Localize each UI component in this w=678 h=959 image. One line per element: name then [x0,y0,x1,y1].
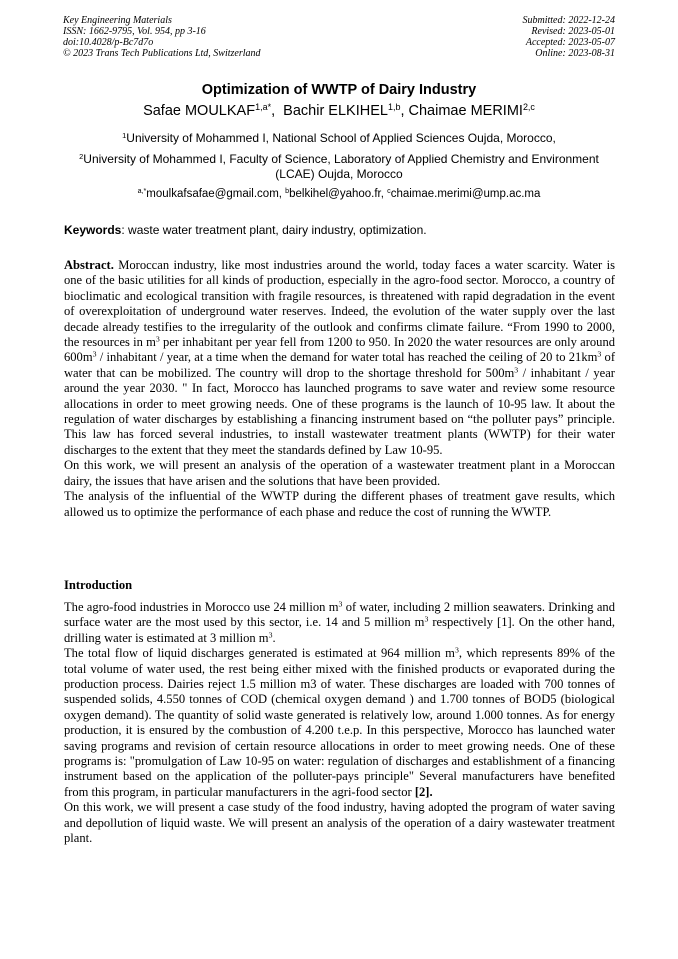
keywords-label: Keywords [64,223,122,237]
keywords-text: : waste water treatment plant, dairy industry, optimization. [121,223,427,237]
abstract-paragraph: The analysis of the influential of the WWTP during the different phases of treatment gave results, which allowed us to optimize the performance of each phase and reduce the cost of running the WWTP. [64,489,615,519]
intro-text: respectively [1]. On the other hand, drilling water is estimated at 3 million m [64,615,616,645]
intro-text: The total flow of liquid discharges generated is estimated at 964 million m [64,646,455,661]
affiliation-sup: 1 [122,130,127,140]
abstract-paragraph: On this work, we will present an analysis of the operation of a wastewater treatment plant in a Moroccan dairy, the issues that have arisen and the solutions that have been provided. [64,458,615,488]
date-online: Online: 2023-08-31 [535,48,615,59]
section-heading-introduction: Introduction [64,578,133,592]
email-sup: c [387,187,391,196]
abstract-text: of water that can be mobilized. The country will drop to the shortage threshold for 500m [64,350,616,380]
abstract-paragraph [64,258,615,458]
keywords [64,223,619,237]
superscript: 3 [514,365,519,375]
author-name: Chaimae MERIMI [408,103,523,119]
intro-paragraph [64,600,615,646]
journal-header [63,15,261,59]
date-revised: Revised: 2023-05-01 [531,26,615,37]
abstract-label: Abstract. [64,258,114,272]
email-sup: b [285,187,290,196]
author-list [0,103,678,119]
dates-header [523,15,616,59]
affiliation-2 [60,152,618,182]
affiliation-text: University of Mohammed I, Faculty of Science, Laboratory of Applied Chemistry and Environment (LCAE) Oujda, Morocco [83,152,599,181]
intro-text: , which represents 89% of the total volume of water used, the rest being either mixed with the finished products or evaporated during the production process. Dairies reject 1.5 million m3 of water. These discharges are loaded with 700 tonnes of suspended solids, 4.550 tonnes of COD (chemical oxygen demand ) and 1.700 tonnes of BOD5 (biological oxygen demand). The quantity of solid waste generated is relatively low, around 1.000 tonnes. As for energy production, it is ensured by the combustion of 4.200 t.e.p. In this perspective, Morocco has launched water saving programs and revision of certain resource allocations in order to meet growing needs. One of these programs is: "promulgation of Law 10-95 on water: regulation of discharges and establishment of a financing instrument based on the application of the polluter-pays principle" Several manufacturers have benefited from this program, in particular manufacturers in the agri-food sector [64,646,616,799]
abstract-text: / inhabitant / year, at a time when the demand for water total has reached the ceiling of 20 to 21km [96,350,598,365]
author-sup: 1,b [387,102,401,113]
intro-text: of water, including 2 million seawaters. Drinking and surface water are the most used by this sector, i.e. 14 and 5 million m [64,600,615,630]
date-accepted: Accepted: 2023-05-07 [525,37,615,48]
intro-paragraph [64,646,615,800]
affiliation-sup: 2 [79,151,84,161]
date-submitted: Submitted: 2022-12-24 [522,15,615,26]
paper-title: Optimization of WWTP of Dairy Industry [201,82,477,98]
journal-doi: doi:10.4028/p-Bc7d7o [63,37,154,48]
intro-paragraph: On this work, we will present a case study of the food industry, having adopted the program of water saving and depollution of liquid waste. We will present an analysis of the operation of a dairy wastewater treatment plant. [64,800,615,846]
affiliation-1 [0,131,678,145]
abstract-text: Moroccan industry, like most industries around the world, today faces a water scarcity. Water is one of the basic utilities for all kinds of production, especially in the agro-food sector. Morocco, a country of bioclimatic and ecological transition with fragile resources, is threatened with rapid degradation in the event of overexploitation of underground water reserves. Indeed, the evolution of the water supply over the last decade already testifies to the irregularity of the outlook and confirms climate failure. “From 1990 to 2000, the resources in m [64,258,615,350]
superscript: 3 [268,630,273,640]
journal-copyright: © 2023 Trans Tech Publications Ltd, Switzerland [63,48,261,59]
superscript: 3 [424,615,429,625]
citation-link[interactable]: [2]. [414,784,433,799]
intro-text: . [272,630,276,645]
journal-name: Key Engineering Materials [63,15,172,26]
author-sup: 1,a* [255,102,272,113]
superscript: 3 [155,334,160,344]
abstract-text: / inhabitant / year around the year 2030. " In fact, Morocco has launched programs to save water and review some resource allocations in order to meet growing needs. One of these programs is the launch of 10-95 law. It about the regulation of water discharges by establishing a financing instrument based on “the polluter pays” principle. This law has forced several industries, to install wastewater treatment plants (WWTP) for their water discharges to the extent that they meet the standards defined by Law 10-95. [64,365,615,457]
email-sup: a,* [137,187,147,196]
superscript: 3 [454,645,459,655]
author-separator: , [400,103,409,119]
introduction-body [64,600,615,847]
abstract-text: per inhabitant per year fell from 1200 to 950. In 2020 the water resources are only around 600m [64,335,616,365]
author-emails [0,188,678,200]
author-separator: , [271,103,284,119]
superscript: 3 [338,599,343,609]
email-link[interactable]: belkihel@yahoo.fr, [289,188,388,200]
superscript: 3 [92,350,97,360]
author-sup: 2,c [522,102,535,113]
abstract [64,258,615,520]
journal-issn: ISSN: 1662-9795, Vol. 954, pp 3-16 [63,26,206,37]
author-name: Safae MOULKAF [143,103,256,119]
author-name: Bachir ELKIHEL [283,103,388,119]
email-link[interactable]: chaimae.merimi@ump.ac.ma [390,188,541,200]
email-link[interactable]: moulkafsafae@gmail.com, [146,188,286,200]
affiliation-text: University of Mohammed I, National School of Applied Sciences Oujda, Morocco, [126,131,556,145]
intro-text: The agro-food industries in Morocco use 24 million m [64,600,339,614]
superscript: 3 [597,350,602,360]
